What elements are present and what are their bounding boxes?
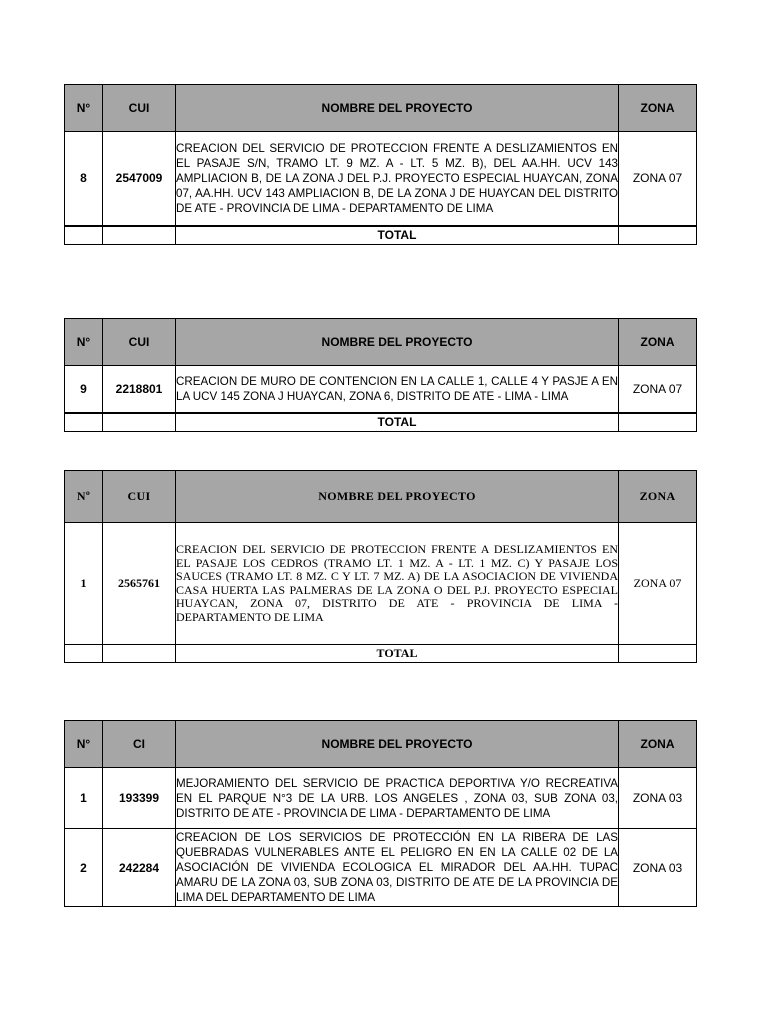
total-empty-cell — [619, 226, 697, 245]
row-number: 8 — [65, 132, 103, 226]
table-row — [65, 132, 697, 226]
project-table-2 — [64, 318, 697, 432]
row-number: 2 — [65, 829, 103, 907]
table-row — [65, 768, 697, 829]
total-label: TOTAL — [176, 645, 619, 663]
row-project-name: CREACION DE LOS SERVICIOS DE PROTECCIÓN EN LA RIBERA DE LAS QUEBRADAS VULNERABLES ANTE EL PELIGRO EN EN LA CALLE 02 DE LA ASOCIACIÓN DE VIVIENDA ECOLOGICA EL MIRADOR DEL AA.HH. TUPAC AMARU DE LA ZONA 03, SUB ZONA 03, DISTRITO DE ATE DE LA PROVINCIA DE LIMA DEL DEPARTAMENTO DE LIMA — [176, 829, 619, 907]
total-empty-cell — [103, 226, 176, 245]
total-row — [65, 413, 697, 432]
total-row — [65, 645, 697, 663]
header-project-name: NOMBRE DEL PROYECTO — [176, 721, 619, 768]
total-empty-cell — [65, 413, 103, 432]
project-table-4 — [64, 720, 697, 907]
header-project-name: NOMBRE DEL PROYECTO — [176, 319, 619, 366]
row-cui: 2218801 — [103, 366, 176, 413]
table-row — [65, 523, 697, 645]
total-empty-cell — [619, 645, 697, 663]
header-project-name: NOMBRE DEL PROYECTO — [176, 471, 619, 523]
row-zona: ZONA 07 — [619, 523, 697, 645]
total-empty-cell — [103, 413, 176, 432]
header-cui: CUI — [103, 319, 176, 366]
row-ci: 242284 — [103, 829, 176, 907]
table-row — [65, 829, 697, 907]
header-number: Nº — [65, 471, 103, 523]
total-empty-cell — [65, 226, 103, 245]
row-project-name: MEJORAMIENTO DEL SERVICIO DE PRACTICA DEPORTIVA Y/O RECREATIVA EN EL PARQUE N°3 DE LA URB. LOS ANGELES , ZONA 03, SUB ZONA 03, DISTRITO DE ATE - PROVINCIA DE LIMA - DEPARTAMENTO DE LIMA — [176, 768, 619, 829]
total-label: TOTAL — [176, 226, 619, 245]
row-zona: ZONA 07 — [619, 366, 697, 413]
total-label: TOTAL — [176, 413, 619, 432]
row-ci: 193399 — [103, 768, 176, 829]
row-project-name: CREACION DEL SERVICIO DE PROTECCION FRENTE A DESLIZAMIENTOS EN EL PASAJE LOS CEDROS (TRAMO LT. 1 MZ. A - LT. 1 MZ. C) Y PASAJE LOS SAUCES (TRAMO LT. 8 MZ. C Y LT. 7 MZ. A) DE LA ASOCIACION DE VIVIENDA CASA HUERTA LAS PALMERAS DE LA ZONA O DEL P.J. PROYECTO ESPECIAL HUAYCAN, ZONA 07, DISTRITO DE ATE - PROVINCIA DE LIMA - DEPARTAMENTO DE LIMA — [176, 523, 619, 645]
row-cui: 2547009 — [103, 132, 176, 226]
header-number: N° — [65, 85, 103, 132]
row-project-name: CREACION DE MURO DE CONTENCION EN LA CALLE 1, CALLE 4 Y PASJE A EN LA UCV 145 ZONA J HUAYCAN, ZONA 6, DISTRITO DE ATE - LIMA - LIMA — [176, 366, 619, 413]
table-row — [65, 366, 697, 413]
project-table-3 — [64, 470, 697, 663]
header-zona: ZONA — [619, 471, 697, 523]
header-zona: ZONA — [619, 85, 697, 132]
total-empty-cell — [65, 645, 103, 663]
header-project-name: NOMBRE DEL PROYECTO — [176, 85, 619, 132]
total-empty-cell — [103, 645, 176, 663]
project-table-1 — [64, 84, 697, 245]
header-cui: CUI — [103, 85, 176, 132]
header-ci: CI — [103, 721, 176, 768]
row-number: 1 — [65, 523, 103, 645]
header-zona: ZONA — [619, 319, 697, 366]
total-row — [65, 226, 697, 245]
header-cui: CUI — [103, 471, 176, 523]
row-zona: ZONA 07 — [619, 132, 697, 226]
row-zona: ZONA 03 — [619, 768, 697, 829]
row-cui: 2565761 — [103, 523, 176, 645]
total-empty-cell — [619, 413, 697, 432]
row-number: 1 — [65, 768, 103, 829]
row-zona: ZONA 03 — [619, 829, 697, 907]
header-number: N° — [65, 721, 103, 768]
row-project-name: CREACION DEL SERVICIO DE PROTECCION FRENTE A DESLIZAMIENTOS EN EL PASAJE S/N, TRAMO LT. 9 MZ. A - LT. 5 MZ. B), DEL AA.HH. UCV 143 AMPLIACION B, DE LA ZONA J DEL P.J. PROYECTO ESPECIAL HUAYCAN, ZONA 07, AA.HH. UCV 143 AMPLIACION B, DE LA ZONA J DE HUAYCAN DEL DISTRITO DE ATE - PROVINCIA DE LIMA - DEPARTAMENTO DE LIMA — [176, 132, 619, 226]
header-number: N° — [65, 319, 103, 366]
row-number: 9 — [65, 366, 103, 413]
header-zona: ZONA — [619, 721, 697, 768]
